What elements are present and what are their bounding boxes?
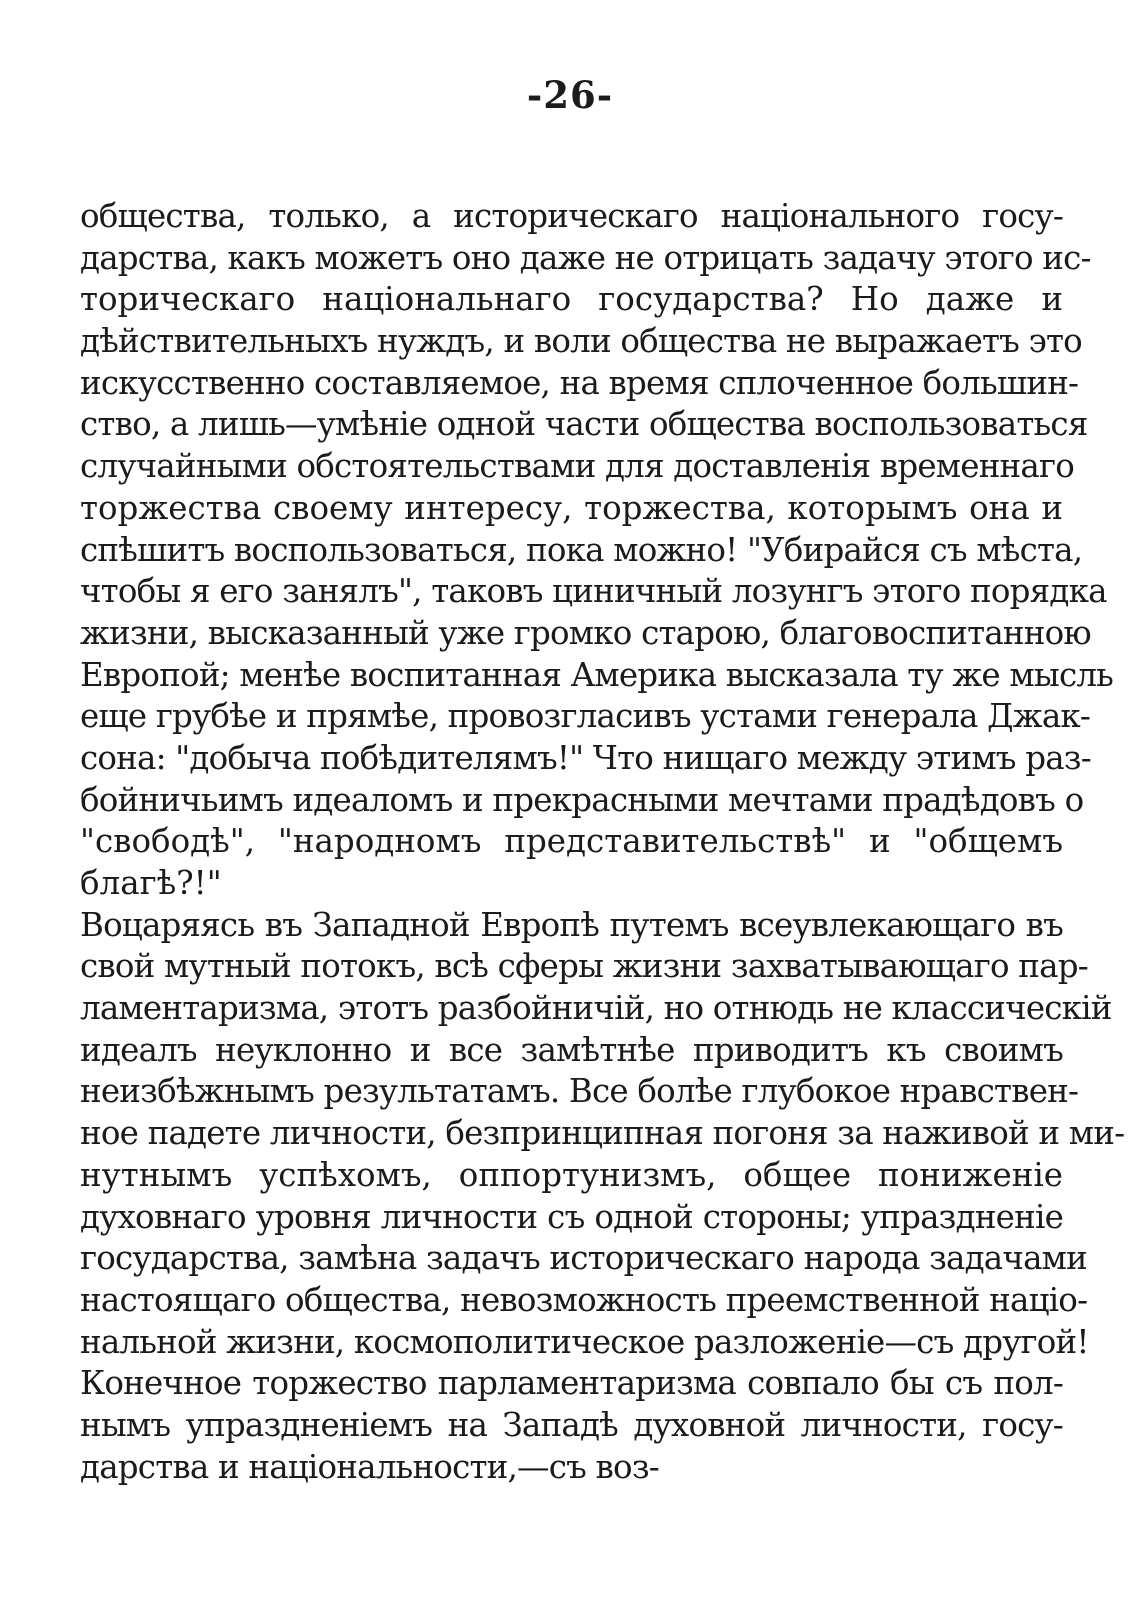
text-line-10: чтобы я его занялъ", таковъ циничный лозунгъ этого порядка bbox=[80, 572, 1107, 611]
text-line-16: "свободѣ", "народномъ представительствѣ" и "общемъ bbox=[80, 822, 1063, 861]
text-line-2: дарства, какъ можетъ оно даже не отрицать задачу этого ис- bbox=[80, 238, 1091, 277]
text-line-29: Конечное торжество парламентаризма совпало бы съ пол- bbox=[80, 1364, 1063, 1403]
text-line-7: случайными обстоятельствами для доставленія временнаго bbox=[80, 447, 1074, 486]
text-line-12: Европой; менѣе воспитанная Америка высказала ту же мысль bbox=[80, 655, 1114, 694]
text-line-31: дарства и національности,—съ воз- bbox=[80, 1447, 659, 1486]
text-line-28: нальной жизни, космополитическое разложеніе—съ другой! bbox=[80, 1322, 1089, 1361]
text-line-5: искусственно составляемое, на время сплоченное большин- bbox=[80, 363, 1079, 402]
text-line-24: нутнымъ успѣхомъ, оппортунизмъ, общее пониженіе bbox=[80, 1155, 1063, 1194]
text-line-30: нымъ упраздненіемъ на Западѣ духовной личности, госу- bbox=[80, 1405, 1063, 1444]
text-line-26: государства, замѣна задачъ историческаго народа задачами bbox=[80, 1239, 1087, 1278]
page-number: -26- bbox=[526, 73, 614, 117]
text-line-25: духовнаго уровня личности съ одной стороны; упраздненіе bbox=[80, 1197, 1063, 1236]
text-line-17: благѣ?!" bbox=[80, 864, 222, 902]
body-text bbox=[80, 196, 1125, 1488]
text-line-6: ство, а лишь—умѣніе одной части общества воспользоваться bbox=[80, 405, 1088, 444]
text-line-19: свой мутный потокъ, всѣ сферы жизни захватывающаго пар- bbox=[80, 947, 1088, 986]
text-line-11: жизни, высказанный уже громко старою, благовоспитанною bbox=[80, 613, 1091, 652]
text-line-20: ламентаризма, этотъ разбойничій, но отнюдь не классическій bbox=[80, 989, 1112, 1028]
text-line-13: еще грубѣе и прямѣе, провозгласивъ устами генерала Джак- bbox=[80, 697, 1091, 736]
text-line-27: настоящаго общества, невозможность преемственной націо- bbox=[80, 1280, 1088, 1319]
text-line-23: ное падете личности, безпринципная погоня за наживой и ми- bbox=[80, 1114, 1125, 1153]
text-line-14: сона: "добыча побѣдителямъ!" Что нищаго между этимъ раз- bbox=[80, 738, 1091, 777]
text-line-21: идеалъ неуклонно и все замѣтнѣе приводитъ къ своимъ bbox=[80, 1030, 1063, 1069]
text-line-9: спѣшитъ воспользоваться, пока можно! "Убирайся съ мѣста, bbox=[80, 530, 1083, 569]
text-line-1: общества, только, а историческаго національного госу- bbox=[80, 197, 1063, 235]
text-line-3: торическаго національнаго государства? Но даже и bbox=[80, 280, 1063, 319]
text-line-4: дѣйствительныхъ нуждъ, и воли общества не выражаетъ это bbox=[80, 322, 1082, 361]
text-line-22: неизбѣжнымъ результатамъ. Все болѣе глубокое нравствен- bbox=[80, 1072, 1079, 1111]
text-line-18: Воцаряясь въ Западной Европѣ путемъ всеувлекающаго въ bbox=[80, 905, 1063, 944]
text-line-8: торжества своему интересу, торжества, которымъ она и bbox=[80, 488, 1063, 527]
text-line-15: бойничьимъ идеаломъ и прекрасными мечтами прадѣдовъ о bbox=[80, 780, 1084, 819]
